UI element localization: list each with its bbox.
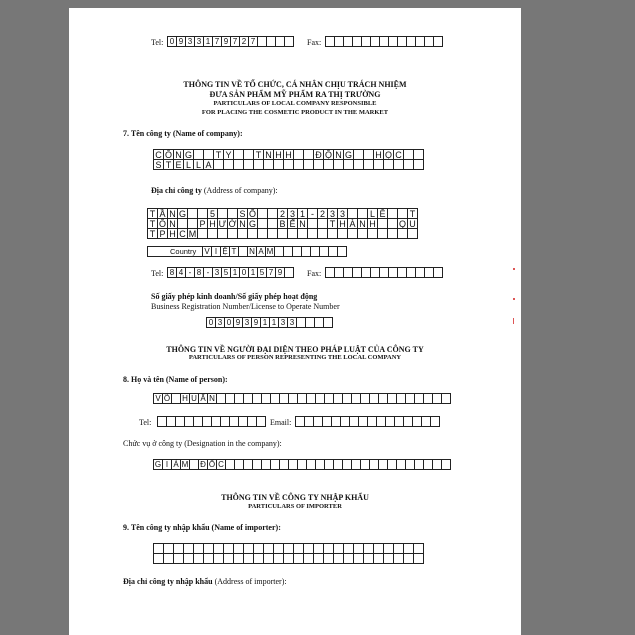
form-cell: 0 <box>206 317 216 328</box>
form-cell: 5 <box>207 208 218 219</box>
form-cell: N <box>173 149 184 160</box>
person-email-field <box>295 416 440 427</box>
form-cell <box>430 416 440 427</box>
form-cell: Ô <box>158 219 166 229</box>
form-cell: E <box>173 159 184 170</box>
form-cell: 9 <box>251 317 261 328</box>
form-cell <box>284 36 294 47</box>
form-cell: 9 <box>275 267 285 278</box>
form-cell: Ầ <box>157 208 168 219</box>
form-cell: Á <box>171 459 181 470</box>
form-cell: C <box>153 149 164 160</box>
form-cell: - <box>203 267 213 278</box>
form-cell: 3 <box>287 317 297 328</box>
form-cell: V <box>202 246 212 257</box>
importer-address-label <box>123 577 287 587</box>
company-section-title-en: PARTICULARS OF LOCAL COMPANY RESPONSIBLE <box>213 100 377 107</box>
document-page <box>69 8 521 635</box>
form-cell: Ờ <box>228 219 237 229</box>
importer-address-label-en: (Address of importer): <box>214 577 287 586</box>
form-cell: 3 <box>185 36 195 47</box>
form-cell: Ộ <box>324 150 332 160</box>
form-cell: U <box>407 218 418 229</box>
form-cell: 2 <box>317 208 328 219</box>
form-cell: Ọ <box>384 150 392 160</box>
form-cell <box>337 246 347 257</box>
form-cell: Õ <box>163 394 171 403</box>
importer-address-label-vi: Địa chỉ công ty nhập khẩu <box>123 577 213 586</box>
form-cell: M <box>181 460 189 469</box>
form-cell: Ệ <box>220 246 230 257</box>
country-field <box>202 246 347 257</box>
form-cell: Ê <box>377 208 388 219</box>
form-cell: S <box>237 208 248 219</box>
form-cell: - <box>307 208 318 219</box>
form-cell: L <box>183 159 194 170</box>
fax-field <box>325 36 443 47</box>
form-cell: P <box>197 218 208 229</box>
form-cell: C <box>177 228 188 239</box>
form-cell: H <box>180 393 190 404</box>
company-section-title-en-2: FOR PLACING THE COSMETIC PRODUCT IN THE MARKET <box>201 109 389 116</box>
company-fax-label: Fax: <box>307 269 322 278</box>
form-cell: M <box>266 247 274 256</box>
form-cell: Ấ <box>198 393 208 404</box>
tel-field <box>167 36 294 47</box>
form-cell: 3 <box>287 208 298 219</box>
form-cell: T <box>407 208 418 219</box>
form-cell: Ư <box>218 219 227 229</box>
form-cell: V <box>153 393 163 404</box>
form-cell: 3 <box>327 208 338 219</box>
form-cell: M <box>188 229 197 239</box>
designation-field <box>153 459 451 470</box>
form-cell: N <box>297 218 308 229</box>
company-name-label: 7. Tên công ty (Name of company): <box>123 129 243 138</box>
importer-section-title-en: PARTICULARS OF IMPORTER <box>248 503 342 510</box>
scan-speck <box>513 298 515 300</box>
form-cell: H <box>373 149 384 160</box>
form-cell <box>433 36 443 47</box>
importer-section-title-vi: THÔNG TIN VỀ CÔNG TY NHẬP KHẨU <box>221 493 369 502</box>
license-label-en: Business Registration Number/License to Operate Number <box>151 302 340 311</box>
form-cell: À <box>347 218 358 229</box>
form-cell-row <box>153 553 424 564</box>
scan-speck <box>513 268 515 270</box>
form-cell: S <box>153 159 164 170</box>
form-cell-row <box>153 159 424 170</box>
form-cell: - <box>185 267 195 278</box>
form-cell: 2 <box>239 36 249 47</box>
license-field <box>206 317 333 328</box>
form-cell: 7 <box>230 36 240 47</box>
form-cell: Ô <box>164 150 172 160</box>
form-cell: N <box>357 218 368 229</box>
person-name-label: 8. Họ và tên (Name of person): <box>123 375 228 384</box>
importer-name-field <box>153 543 424 564</box>
company-section-title-vi: THÔNG TIN VỀ TỔ CHỨC, CÁ NHÂN CHỊU TRÁCH NHIỆM <box>183 80 407 89</box>
form-cell: N <box>333 149 344 160</box>
form-cell: H <box>167 228 178 239</box>
form-cell: 0 <box>239 267 249 278</box>
form-cell: N <box>167 218 178 229</box>
form-cell: 3 <box>194 36 204 47</box>
form-cell: Ố <box>248 209 256 219</box>
form-cell: N <box>207 393 217 404</box>
form-cell: 2 <box>277 208 288 219</box>
form-cell: 7 <box>266 267 276 278</box>
form-cell: H <box>283 149 294 160</box>
scan-speck <box>513 318 514 324</box>
company-address-field <box>147 208 418 239</box>
form-cell: C <box>216 459 226 470</box>
form-cell: L <box>367 208 378 219</box>
form-cell: N <box>247 246 257 257</box>
person-tel-label: Tel: <box>139 418 152 427</box>
form-cell: T <box>147 228 158 239</box>
form-cell-row <box>147 228 418 239</box>
company-address-label-en: (Address of company): <box>203 186 278 195</box>
form-cell: G <box>344 150 352 160</box>
form-cell: T <box>327 218 338 229</box>
importer-name-label: 9. Tên công ty nhập khẩu (Name of importer): <box>123 523 281 532</box>
form-cell <box>441 459 451 470</box>
form-cell <box>413 159 424 170</box>
form-cell: T <box>147 218 158 229</box>
form-cell: 5 <box>257 267 267 278</box>
form-cell <box>284 267 294 278</box>
license-label-vi: Số giấy phép kinh doanh/Số giấy phép hoạt động <box>151 292 318 301</box>
form-cell <box>413 553 424 564</box>
form-cell: 1 <box>297 208 308 219</box>
company-section-title-vi-2: ĐƯA SẢN PHẨM MỸ PHẨM RA THỊ TRƯỜNG <box>209 90 381 99</box>
company-address-label <box>151 186 278 196</box>
form-cell: 9 <box>221 36 231 47</box>
form-cell: 9 <box>233 317 243 328</box>
form-cell: 9 <box>176 36 186 47</box>
form-cell: N <box>167 208 178 219</box>
form-cell <box>323 317 333 328</box>
form-cell: 3 <box>215 317 225 328</box>
form-cell: G <box>154 460 162 469</box>
form-cell: T <box>213 149 224 160</box>
form-cell: Đ <box>198 459 208 470</box>
form-cell: G <box>248 219 256 229</box>
form-cell: Y <box>223 149 234 160</box>
form-cell: 7 <box>248 36 258 47</box>
company-fax-field <box>325 267 443 278</box>
country-label: Country <box>147 246 203 257</box>
form-cell: 7 <box>212 36 222 47</box>
company-address-label-vi: Địa chỉ công ty <box>151 186 202 195</box>
form-cell: Ế <box>287 218 298 229</box>
form-cell: Đ <box>313 149 324 160</box>
form-cell: 1 <box>260 317 270 328</box>
fax-label: Fax: <box>307 38 322 47</box>
form-cell: T <box>229 246 239 257</box>
form-cell: G <box>184 150 192 160</box>
form-cell: G <box>178 209 186 219</box>
form-cell: 1 <box>248 267 258 278</box>
form-cell: A <box>203 159 214 170</box>
form-cell <box>433 267 443 278</box>
form-cell: 1 <box>269 317 279 328</box>
form-cell: 0 <box>167 36 177 47</box>
form-cell: 3 <box>242 317 252 328</box>
form-cell <box>407 228 418 239</box>
form-cell: Q <box>398 219 406 229</box>
form-cell: I <box>162 459 172 470</box>
company-name-field <box>153 149 424 170</box>
form-cell: H <box>273 149 284 160</box>
form-cell: 0 <box>224 317 234 328</box>
form-cell: 8 <box>194 267 204 278</box>
country-row <box>147 246 447 257</box>
form-cell: H <box>207 218 218 229</box>
person-tel-field <box>157 416 266 427</box>
person-section-title-en: PARTICULARS OF PERSON REPRESENTING THE LOCAL COMPANY <box>188 354 402 361</box>
form-cell <box>256 416 266 427</box>
tel-label: Tel: <box>151 38 164 47</box>
form-cell: B <box>277 218 288 229</box>
form-cell: 1 <box>230 267 240 278</box>
form-cell: I <box>211 246 221 257</box>
company-tel-label: Tel: <box>151 269 164 278</box>
designation-label: Chức vụ ở công ty (Designation in the company): <box>123 439 282 448</box>
form-cell: 8 <box>167 267 177 278</box>
form-cell: 3 <box>212 267 222 278</box>
form-cell: 3 <box>278 317 288 328</box>
form-cell: T <box>163 159 174 170</box>
person-name-field <box>153 393 451 404</box>
form-cell: 3 <box>337 208 348 219</box>
form-cell: T <box>253 149 264 160</box>
viewer-top-bar <box>0 0 635 8</box>
form-cell: P <box>157 228 168 239</box>
form-cell: 5 <box>221 267 231 278</box>
form-cell: C <box>393 149 404 160</box>
form-cell: H <box>337 218 348 229</box>
form-cell: A <box>256 246 266 257</box>
person-section-title-vi: THÔNG TIN VỀ NGƯỜI ĐẠI DIỆN THEO PHÁP LUẬT CỦA CÔNG TY <box>166 345 424 354</box>
form-cell: T <box>147 208 158 219</box>
form-cell: 1 <box>203 36 213 47</box>
form-cell <box>441 393 451 404</box>
form-cell: Ố <box>208 460 216 469</box>
form-cell: H <box>367 218 378 229</box>
form-cell: 4 <box>176 267 186 278</box>
form-cell: U <box>189 393 199 404</box>
form-cell: N <box>263 149 274 160</box>
form-cell: N <box>237 218 248 229</box>
person-email-label: Email: <box>270 418 292 427</box>
form-cell: L <box>193 159 204 170</box>
company-tel-field <box>167 267 294 278</box>
